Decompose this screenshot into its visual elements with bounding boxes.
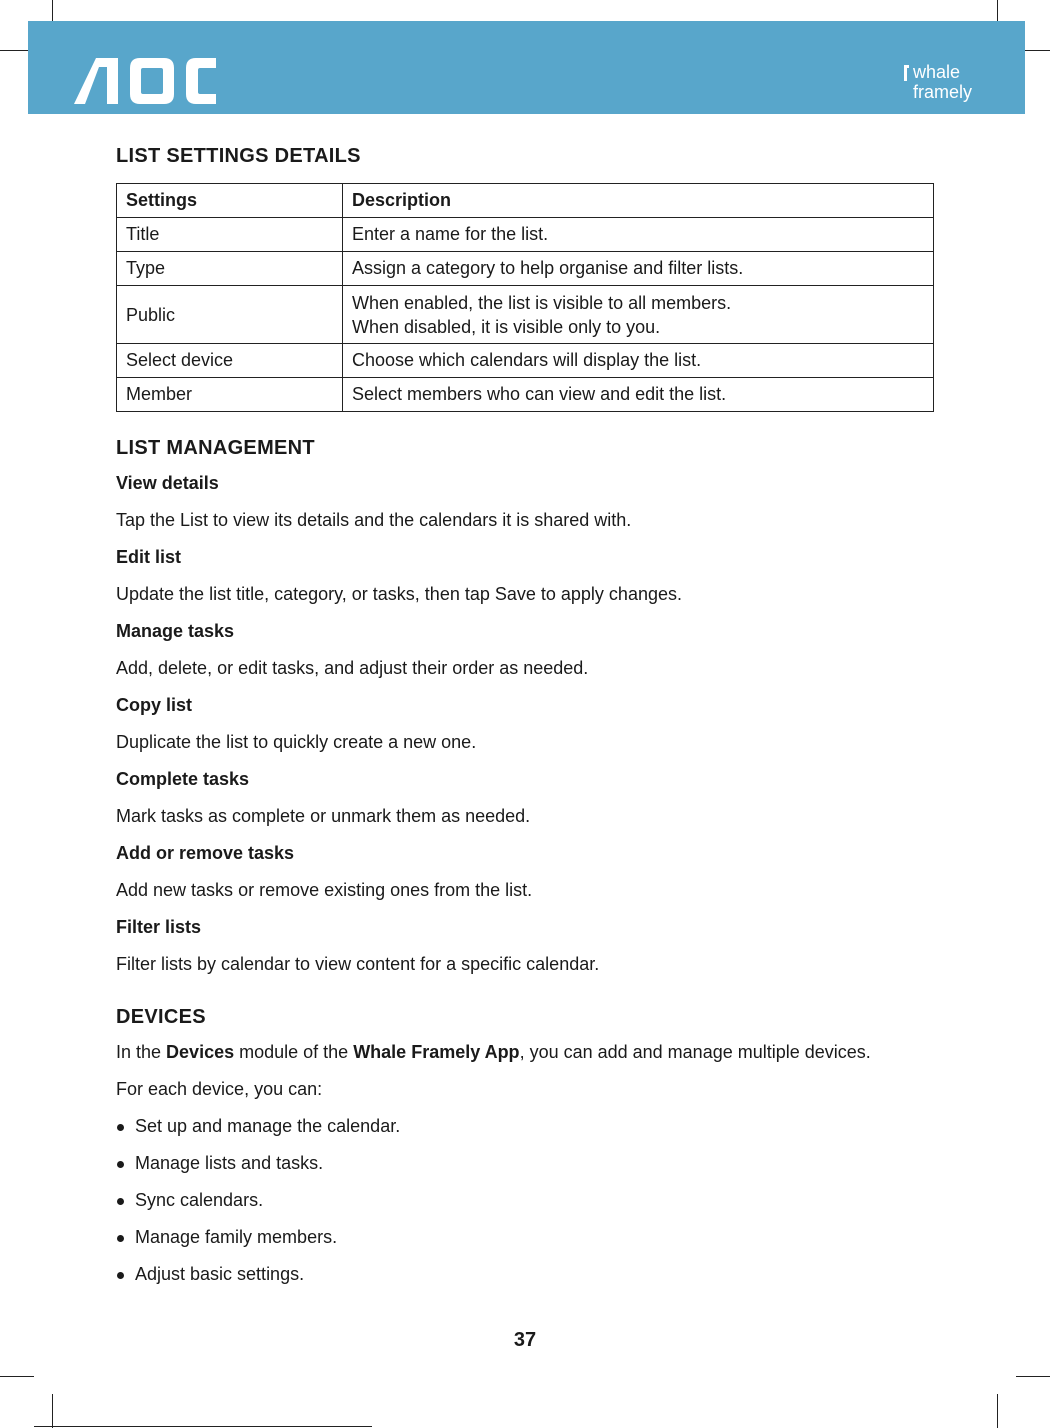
brand-line-1: whale xyxy=(913,62,961,82)
item-text: Duplicate the list to quickly create a new one. xyxy=(116,732,477,752)
table-row xyxy=(117,286,934,344)
list-settings-heading: LIST SETTINGS DETAILS xyxy=(116,145,361,167)
list-item: Set up and manage the calendar. xyxy=(116,1116,400,1153)
item-title: Add or remove tasks xyxy=(116,843,295,863)
devices-intro xyxy=(116,1042,871,1063)
list-item: Adjust basic settings. xyxy=(116,1264,400,1301)
setting-description xyxy=(343,286,934,344)
list-item: Manage family members. xyxy=(116,1227,400,1264)
setting-name: Select device xyxy=(117,344,343,378)
item-text: Filter lists by calendar to view content for a specific calendar. xyxy=(116,954,600,974)
setting-name: Public xyxy=(117,286,343,344)
description-line: When disabled, it is visible only to you. xyxy=(352,316,661,337)
brand-mark-icon xyxy=(904,65,909,81)
trim-line xyxy=(34,1426,372,1427)
column-header-description: Description xyxy=(343,184,934,218)
devices-lead: For each device, you can: xyxy=(116,1079,323,1099)
item-text: Tap the List to view its details and the calendars it is shared with. xyxy=(116,510,632,530)
intro-text: , you can add and manage multiple devices. xyxy=(519,1042,871,1062)
header-band xyxy=(28,21,1025,114)
list-settings-table xyxy=(116,183,934,412)
setting-description: Assign a category to help organise and filter lists. xyxy=(343,252,934,286)
crop-mark xyxy=(0,1376,34,1377)
intro-text: In the xyxy=(116,1042,167,1062)
devices-bullet-list xyxy=(116,1116,400,1301)
setting-description: Select members who can view and edit the list. xyxy=(343,378,934,412)
page-number: 37 xyxy=(513,1329,537,1351)
description-line: When enabled, the list is visible to all members. xyxy=(352,292,732,313)
crop-mark xyxy=(997,1394,998,1428)
setting-name: Type xyxy=(117,252,343,286)
list-management-heading: LIST MANAGEMENT xyxy=(116,437,315,459)
item-text: Update the list title, category, or tasks, then tap Save to apply changes. xyxy=(116,584,682,604)
item-text: Mark tasks as complete or unmark them as needed. xyxy=(116,806,531,826)
item-title: Complete tasks xyxy=(116,769,250,789)
crop-mark xyxy=(52,1394,53,1428)
item-title: Edit list xyxy=(116,547,182,567)
table-row xyxy=(117,218,934,252)
table-header-row xyxy=(117,184,934,218)
table-row xyxy=(117,252,934,286)
item-title: Filter lists xyxy=(116,917,202,937)
column-header-settings: Settings xyxy=(117,184,343,218)
list-item: Sync calendars. xyxy=(116,1190,400,1227)
aoc-logo xyxy=(74,58,216,104)
setting-name: Member xyxy=(117,378,343,412)
table-row xyxy=(117,344,934,378)
setting-description: Choose which calendars will display the list. xyxy=(343,344,934,378)
item-title: Copy list xyxy=(116,695,193,715)
intro-bold: Whale Framely App xyxy=(353,1042,520,1062)
item-text: Add, delete, or edit tasks, and adjust their order as needed. xyxy=(116,658,589,678)
table-row xyxy=(117,378,934,412)
intro-bold: Devices xyxy=(166,1042,235,1062)
intro-text: module of the xyxy=(234,1042,354,1062)
devices-heading: DEVICES xyxy=(116,1006,206,1028)
crop-mark xyxy=(1016,1376,1050,1377)
item-title: Manage tasks xyxy=(116,621,235,641)
item-text: Add new tasks or remove existing ones from the list. xyxy=(116,880,533,900)
brand-line-2: framely xyxy=(913,82,973,102)
list-item: Manage lists and tasks. xyxy=(116,1153,400,1190)
item-title: View details xyxy=(116,473,219,493)
setting-name: Title xyxy=(117,218,343,252)
setting-description: Enter a name for the list. xyxy=(343,218,934,252)
